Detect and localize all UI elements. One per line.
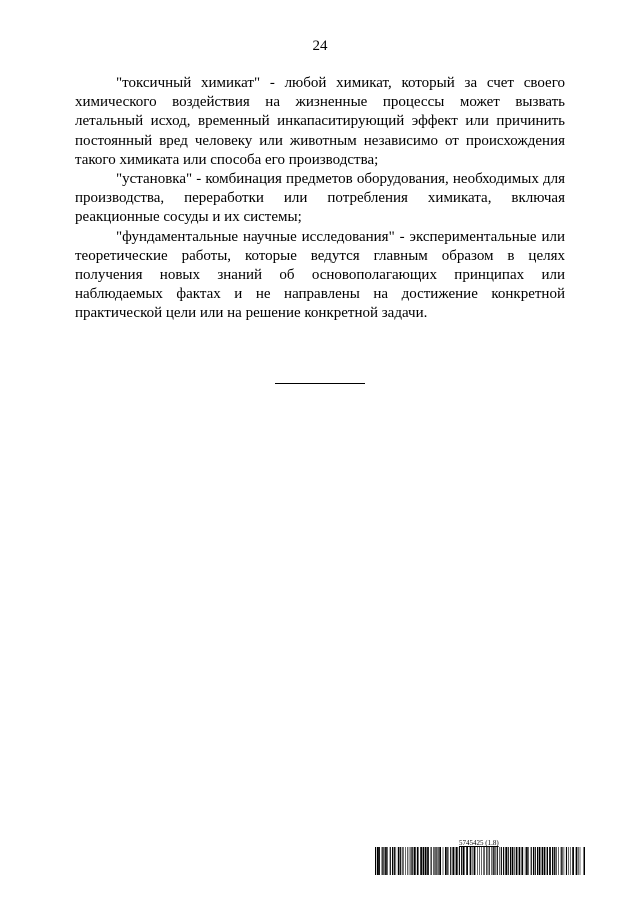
definition-toxic-chemical: "токсичный химикат" - любой химикат, который за счет своего химического воздействия на жизненные процессы может вызвать летальный исход, временный инкапаситирующий эффект или причинить постоянный вред человеку или животным независимо от происхождения такого химиката или способа его производства; xyxy=(75,75,565,168)
definition-fundamental-research: "фундаментальные научные исследования" - экспериментальные или теоретические работы, которые ведутся главным образом в целях получения новых знаний об основополагающих принципах или наблюдаемых фактах и не направлены на достижение конкретной практической цели или на решение конкретной задачи. xyxy=(75,228,565,322)
definition-facility: "установка" - комбинация предметов оборудования, необходимых для производства, переработки или потребления химиката, включая реакционные сосуды и их системы; xyxy=(75,171,565,226)
section-divider xyxy=(275,383,365,384)
document-body xyxy=(75,74,565,324)
barcode-icon xyxy=(375,847,585,875)
page-number: 24 xyxy=(312,38,328,54)
document-code: 5745425 (1.8) xyxy=(459,839,499,847)
